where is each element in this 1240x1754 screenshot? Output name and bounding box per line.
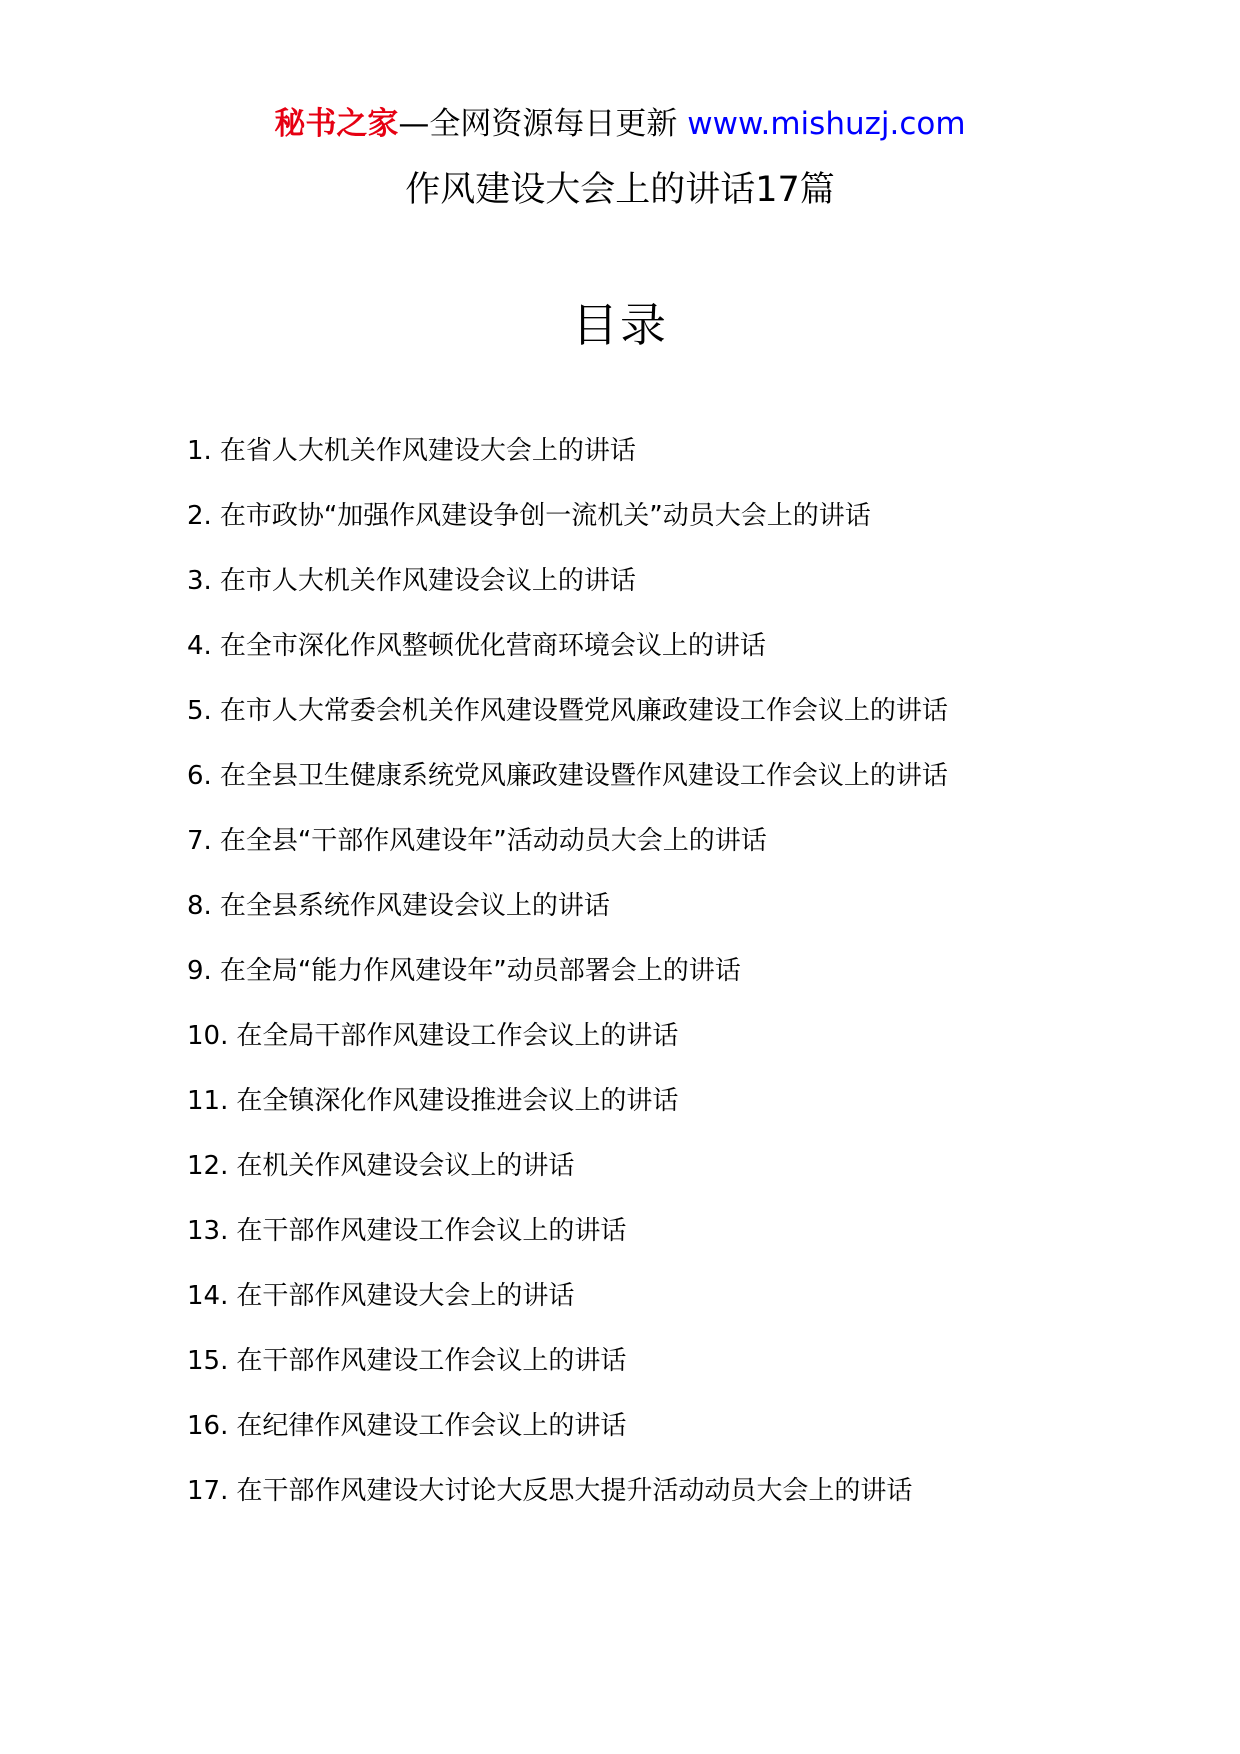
toc-item-number: 14. [187, 1281, 229, 1311]
toc-item-number: 10. [187, 1021, 229, 1051]
toc-item-number: 13. [187, 1216, 229, 1246]
toc-item-number: 1. [187, 436, 212, 466]
toc-item[interactable] [187, 1468, 1187, 1533]
toc-item-title: 在纪律作风建设工作会议上的讲话 [236, 1411, 627, 1441]
toc-item-number: 5. [187, 696, 212, 726]
toc-item[interactable] [187, 1208, 1187, 1273]
toc-item[interactable] [187, 1078, 1187, 1143]
toc-item-title: 在全局“能力作风建设年”动员部署会上的讲话 [219, 956, 741, 986]
site-tagline: —全网资源每日更新 [398, 106, 678, 142]
toc-item[interactable] [187, 753, 1187, 818]
toc-item-title: 在全县卫生健康系统党风廉政建设暨作风建设工作会议上的讲话 [219, 761, 948, 791]
toc-item-number: 7. [187, 826, 212, 856]
toc-item-title: 在省人大机关作风建设大会上的讲话 [219, 436, 636, 466]
toc-item-number: 16. [187, 1411, 229, 1441]
toc-item-number: 2. [187, 501, 212, 531]
toc-item[interactable] [187, 623, 1187, 688]
site-header [0, 98, 1240, 150]
toc-item[interactable] [187, 1273, 1187, 1338]
toc-item-title: 在市人大常委会机关作风建设暨党风廉政建设工作会议上的讲话 [219, 696, 948, 726]
toc-item-number: 11. [187, 1086, 229, 1116]
toc-item-title: 在机关作风建设会议上的讲话 [236, 1151, 575, 1181]
toc-item-number: 12. [187, 1151, 229, 1181]
toc-item-title: 在市人大机关作风建设会议上的讲话 [219, 566, 636, 596]
toc-item-number: 4. [187, 631, 212, 661]
toc-item-title: 在干部作风建设工作会议上的讲话 [236, 1216, 627, 1246]
toc-heading: 目录 [572, 298, 668, 352]
toc-item-number: 9. [187, 956, 212, 986]
toc-item-number: 17. [187, 1476, 229, 1506]
toc-item[interactable] [187, 883, 1187, 948]
site-url-link[interactable]: www.mishuzj.com [687, 106, 966, 142]
toc-item-title: 在干部作风建设大讨论大反思大提升活动动员大会上的讲话 [236, 1476, 913, 1506]
toc-item-number: 3. [187, 566, 212, 596]
toc-item[interactable] [187, 1013, 1187, 1078]
toc-item-title: 在全镇深化作风建设推进会议上的讲话 [236, 1086, 679, 1116]
toc-item-title: 在全市深化作风整顿优化营商环境会议上的讲话 [219, 631, 766, 661]
toc-item-title: 在全县系统作风建设会议上的讲话 [219, 891, 610, 921]
toc-item-number: 8. [187, 891, 212, 921]
toc-item[interactable] [187, 1143, 1187, 1208]
toc-item-title: 在干部作风建设大会上的讲话 [236, 1281, 575, 1311]
toc-item[interactable] [187, 688, 1187, 753]
toc-item-number: 6. [187, 761, 212, 791]
document-title: 作风建设大会上的讲话17篇 [405, 170, 835, 210]
toc-item[interactable] [187, 428, 1187, 493]
toc-item[interactable] [187, 1403, 1187, 1468]
toc-item[interactable] [187, 493, 1187, 558]
brand-name: 秘书之家 [274, 106, 399, 142]
toc-item-title: 在干部作风建设工作会议上的讲话 [236, 1346, 627, 1376]
toc-item[interactable] [187, 1338, 1187, 1403]
toc-item-title: 在市政协“加强作风建设争创一流机关”动员大会上的讲话 [219, 501, 871, 531]
table-of-contents [187, 428, 1187, 1533]
toc-item-number: 15. [187, 1346, 229, 1376]
toc-item[interactable] [187, 558, 1187, 623]
toc-item-title: 在全县“干部作风建设年”活动动员大会上的讲话 [219, 826, 767, 856]
toc-item[interactable] [187, 818, 1187, 883]
toc-item[interactable] [187, 948, 1187, 1013]
toc-item-title: 在全局干部作风建设工作会议上的讲话 [236, 1021, 679, 1051]
